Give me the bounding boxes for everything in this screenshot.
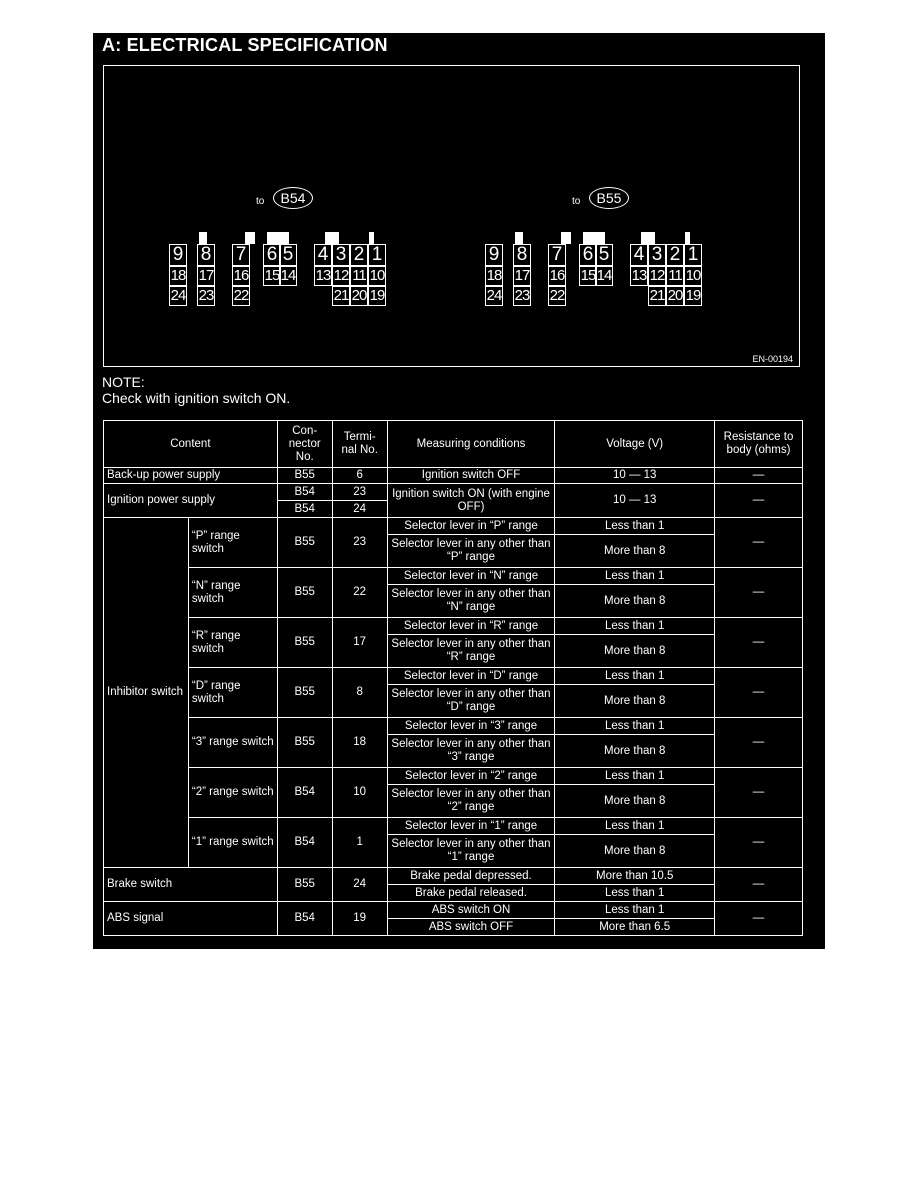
table-row [104, 718, 803, 735]
range-switch-name: “P” range switch [188, 518, 277, 568]
connector-pin: 14 [596, 267, 612, 284]
connector-pin: 16 [233, 267, 249, 284]
condition-cell: Selector lever in any other than “1” range [387, 835, 555, 868]
table-row [104, 618, 803, 635]
connector-pin: 3 [332, 244, 350, 266]
connector-pin: 23 [514, 287, 530, 304]
connector-pin: 13 [631, 267, 647, 284]
resistance-cell: — [715, 902, 803, 936]
connector-pin: 9 [485, 244, 503, 266]
connector-pin: 16 [549, 267, 565, 284]
table-row [104, 668, 803, 685]
range-switch-name: “N” range switch [188, 568, 277, 618]
connector-pin: 17 [514, 267, 530, 284]
connector-cell: B55 [277, 468, 332, 484]
connector-pin: 8 [513, 244, 531, 266]
inhibitor-switch-label: Inhibitor switch [104, 518, 189, 868]
condition-cell: Selector lever in “R” range [387, 618, 555, 635]
connector-pin: 23 [198, 287, 214, 304]
condition-cell: Selector lever in any other than “R” range [387, 635, 555, 668]
terminal-cell: 24 [332, 868, 387, 902]
connector-pin: 10 [369, 267, 385, 284]
terminal-cell: 23 [332, 518, 387, 568]
range-switch-name: “D” range switch [188, 668, 277, 718]
voltage-cell: More than 8 [555, 735, 715, 768]
connector-pin: 1 [368, 244, 386, 266]
connector-figure [103, 65, 800, 367]
content-cell: Brake switch [104, 868, 278, 902]
header-resistance: Resistance to body (ohms) [715, 421, 803, 468]
connector-pin: 17 [198, 267, 214, 284]
resistance-cell: — [715, 618, 803, 668]
connector-pin: 2 [350, 244, 368, 266]
voltage-cell: More than 8 [555, 585, 715, 618]
connector-pin: 10 [685, 267, 701, 284]
resistance-cell: — [715, 668, 803, 718]
condition-cell: Selector lever in “3” range [387, 718, 555, 735]
connector-pin: 4 [630, 244, 648, 266]
condition-cell: Brake pedal released. [387, 885, 555, 902]
connector-pin: 7 [232, 244, 250, 266]
voltage-cell: Less than 1 [555, 718, 715, 735]
condition-cell: Selector lever in “D” range [387, 668, 555, 685]
terminal-cell: 10 [332, 768, 387, 818]
header-connector: Con- nector No. [277, 421, 332, 468]
range-switch-name: “1” range switch [188, 818, 277, 868]
connector-pin: 6 [579, 244, 597, 266]
connector-pin: 12 [333, 267, 349, 284]
connector-b54 [169, 164, 419, 304]
condition-cell: Ignition switch OFF [387, 468, 555, 484]
voltage-cell: 10 — 13 [555, 468, 715, 484]
connector-pin: 11 [350, 266, 368, 286]
condition-cell: Brake pedal depressed. [387, 868, 555, 885]
condition-cell: Selector lever in “2” range [387, 768, 555, 785]
connector-pin: 24 [486, 287, 502, 304]
connector-pin: 12 [649, 267, 665, 284]
connector-pin: 21 [333, 287, 349, 304]
resistance-cell: — [715, 718, 803, 768]
terminal-cell: 6 [332, 468, 387, 484]
range-switch-name: “2” range switch [188, 768, 277, 818]
table-header-row [104, 421, 803, 468]
connector-cell: B55 [277, 618, 332, 668]
connector-cell: B55 [277, 668, 332, 718]
terminal-cell: 24 [332, 501, 387, 518]
voltage-cell: Less than 1 [555, 518, 715, 535]
range-switch-name: “3” range switch [188, 718, 277, 768]
connector-cell: B54 [277, 818, 332, 868]
condition-cell: ABS switch ON [387, 902, 555, 919]
condition-cell: Selector lever in any other than “2” range [387, 785, 555, 818]
connector-cell: B54 [277, 768, 332, 818]
connector-b55 [485, 164, 735, 304]
connector-pin: 22 [549, 287, 565, 304]
spec-panel [93, 33, 825, 949]
table-row [104, 518, 803, 535]
resistance-cell: — [715, 468, 803, 484]
voltage-cell: Less than 1 [555, 568, 715, 585]
voltage-cell: Less than 1 [555, 618, 715, 635]
resistance-cell: — [715, 818, 803, 868]
terminal-cell: 17 [332, 618, 387, 668]
connector-pin: 15 [264, 267, 280, 284]
condition-cell: Selector lever in “P” range [387, 518, 555, 535]
connector-cell: B54 [277, 902, 332, 936]
note-text: Check with ignition switch ON. [102, 390, 291, 406]
connector-to-label: to [572, 196, 581, 207]
connector-pin: 3 [648, 244, 666, 266]
voltage-cell: More than 8 [555, 535, 715, 568]
content-cell: Back-up power supply [104, 468, 278, 484]
table-row [104, 818, 803, 835]
terminal-cell: 8 [332, 668, 387, 718]
connector-pin: 19 [369, 287, 385, 304]
connector-pin: 8 [197, 244, 215, 266]
resistance-cell: — [715, 484, 803, 518]
connector-cell: B55 [277, 518, 332, 568]
connector-pin: 5 [595, 244, 613, 266]
voltage-cell: Less than 1 [555, 768, 715, 785]
connector-name-oval: B55 [589, 187, 629, 209]
spec-table [103, 420, 803, 936]
voltage-cell: Less than 1 [555, 885, 715, 902]
content-cell: ABS signal [104, 902, 278, 936]
condition-cell: Selector lever in any other than “N” range [387, 585, 555, 618]
condition-cell: ABS switch OFF [387, 919, 555, 936]
connector-pin: 7 [548, 244, 566, 266]
condition-cell: Selector lever in any other than “3” range [387, 735, 555, 768]
table-row [104, 868, 803, 885]
connector-cell: B55 [277, 568, 332, 618]
header-terminal: Termi- nal No. [332, 421, 387, 468]
condition-cell: Selector lever in any other than “P” range [387, 535, 555, 568]
connector-pin: 18 [486, 267, 502, 284]
voltage-cell: More than 8 [555, 835, 715, 868]
connector-pin: 24 [170, 287, 186, 304]
table-row [104, 768, 803, 785]
connector-pin: 5 [279, 244, 297, 266]
connector-pin: 20 [667, 287, 683, 304]
connector-pin: 2 [666, 244, 684, 266]
connector-pin: 20 [351, 287, 367, 304]
connector-to-label: to [256, 196, 265, 207]
voltage-cell: More than 8 [555, 685, 715, 718]
terminal-cell: 18 [332, 718, 387, 768]
terminal-cell: 19 [332, 902, 387, 936]
voltage-cell: More than 6.5 [555, 919, 715, 936]
connector-pin: 11 [666, 266, 684, 286]
table-row [104, 902, 803, 919]
connector-name-oval: B54 [273, 187, 313, 209]
resistance-cell: — [715, 868, 803, 902]
connector-pin: 1 [684, 244, 702, 266]
voltage-cell: Less than 1 [555, 668, 715, 685]
condition-cell: Selector lever in “N” range [387, 568, 555, 585]
connector-pin: 15 [580, 267, 596, 284]
condition-cell: Selector lever in “1” range [387, 818, 555, 835]
table-row [104, 568, 803, 585]
connector-pin: 22 [233, 287, 249, 304]
voltage-cell: More than 8 [555, 785, 715, 818]
voltage-cell: More than 8 [555, 635, 715, 668]
header-voltage: Voltage (V) [555, 421, 715, 468]
terminal-cell: 22 [332, 568, 387, 618]
connector-cell: B55 [277, 718, 332, 768]
connector-cell: B54 [277, 484, 332, 501]
header-content: Content [104, 421, 278, 468]
resistance-cell: — [715, 768, 803, 818]
range-switch-name: “R” range switch [188, 618, 277, 668]
content-cell: Ignition power supply [104, 484, 278, 518]
connector-pin: 6 [263, 244, 281, 266]
connector-pin: 9 [169, 244, 187, 266]
connector-pin: 19 [685, 287, 701, 304]
terminal-cell: 1 [332, 818, 387, 868]
figure-id: EN-00194 [752, 354, 793, 364]
table-row [104, 484, 803, 501]
connector-pin: 14 [280, 267, 296, 284]
voltage-cell: Less than 1 [555, 902, 715, 919]
resistance-cell: — [715, 568, 803, 618]
connector-cell: B55 [277, 868, 332, 902]
condition-cell: Ignition switch ON (with engine OFF) [387, 484, 555, 518]
note-title: NOTE: [102, 374, 145, 390]
voltage-cell: 10 — 13 [555, 484, 715, 518]
connector-pin: 18 [170, 267, 186, 284]
section-heading: A: ELECTRICAL SPECIFICATION [102, 35, 388, 55]
connector-cell: B54 [277, 501, 332, 518]
connector-pin: 13 [315, 267, 331, 284]
terminal-cell: 23 [332, 484, 387, 501]
table-row [104, 468, 803, 484]
voltage-cell: Less than 1 [555, 818, 715, 835]
voltage-cell: More than 10.5 [555, 868, 715, 885]
connector-pin: 4 [314, 244, 332, 266]
condition-cell: Selector lever in any other than “D” range [387, 685, 555, 718]
header-conditions: Measuring conditions [387, 421, 555, 468]
resistance-cell: — [715, 518, 803, 568]
connector-pin: 21 [649, 287, 665, 304]
